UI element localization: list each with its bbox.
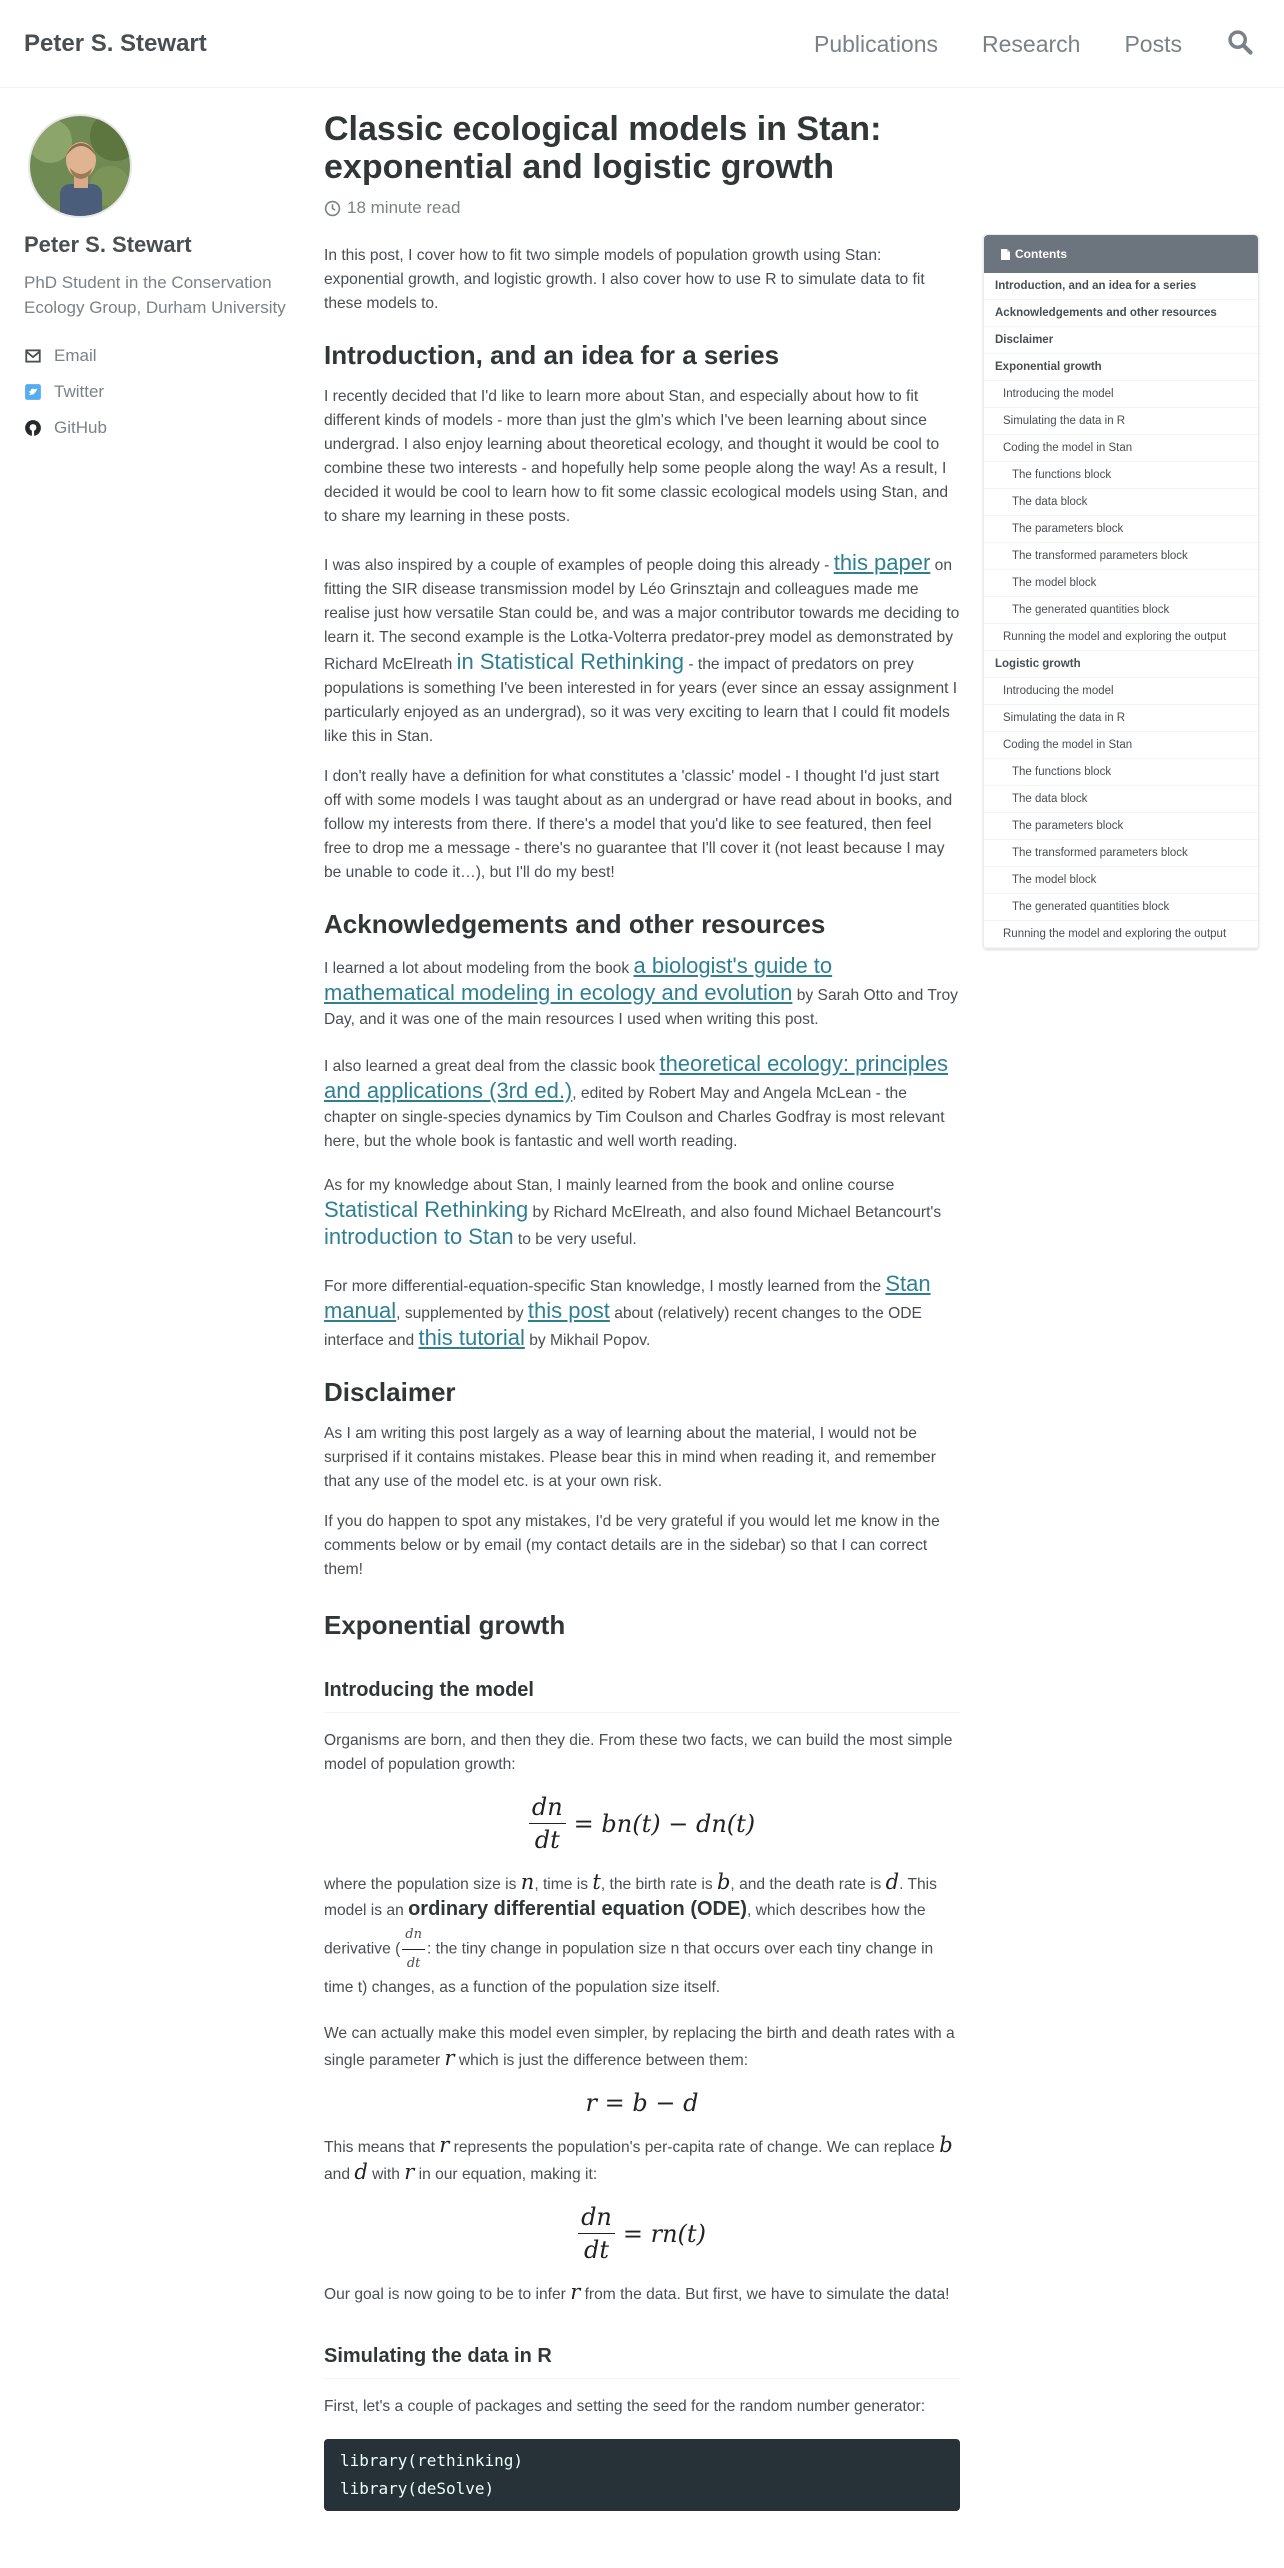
toc-item[interactable]: The generated quantities block	[984, 894, 1258, 921]
math-r: r	[444, 2046, 455, 2070]
paragraph	[324, 2280, 960, 2307]
derivative-fraction	[578, 2203, 615, 2264]
math-r: r	[570, 2280, 581, 2304]
math-b: b	[716, 1870, 731, 1894]
toc-item[interactable]: Simulating the data in R	[984, 705, 1258, 732]
toc-item[interactable]: Coding the model in Stan	[984, 435, 1258, 462]
math-n: n	[520, 1870, 535, 1894]
toc-item[interactable]: Logistic growth	[984, 651, 1258, 678]
email-label: Email	[54, 346, 97, 365]
math-r: r	[404, 2160, 415, 2184]
toc-item[interactable]: The data block	[984, 489, 1258, 516]
twitter-icon	[24, 383, 42, 401]
toc-item[interactable]: Acknowledgements and other resources	[984, 300, 1258, 327]
text: We can actually make this model even simpler, by replacing the birth and death rates with a single parameter	[324, 2025, 955, 2069]
toc-item[interactable]: Exponential growth	[984, 354, 1258, 381]
masthead	[0, 0, 1284, 88]
nav-posts[interactable]: Posts	[1124, 30, 1182, 57]
text: represents the population's per-capita rate of change. We can replace	[449, 2139, 940, 2156]
fraction-denominator: dt	[583, 2236, 609, 2264]
text: about (relatively) recent changes to the ODE interface and	[324, 1305, 922, 1349]
text: This means that	[324, 2139, 440, 2156]
text: from the data. But first, we have to simulate the data!	[580, 2286, 950, 2303]
text: : the tiny change in population size n that occurs over each tiny change in time t) changes, as a function of the population size itself.	[324, 1940, 934, 1996]
fraction-denominator: dt	[406, 1956, 421, 1971]
toc-item[interactable]: Disclaimer	[984, 327, 1258, 354]
author-sidebar	[24, 114, 304, 446]
toc-item[interactable]: Introduction, and an idea for a series	[984, 273, 1258, 300]
statistical-rethinking-course-link[interactable]: Statistical Rethinking	[324, 1197, 529, 1222]
paragraph	[324, 954, 960, 1032]
text: by Richard McElreath, and also found Michael Betancourt's	[528, 1204, 942, 1221]
heading-disclaimer: Disclaimer	[324, 1377, 456, 1407]
toc-item[interactable]: The parameters block	[984, 516, 1258, 543]
paragraph: First, let's a couple of packages and setting the seed for the random number generator:	[324, 2398, 926, 2415]
text: I also learned a great deal from the classic book	[324, 1058, 660, 1075]
paragraph	[324, 1052, 960, 1154]
toc-item[interactable]: Coding the model in Stan	[984, 732, 1258, 759]
text: to be very useful.	[513, 1231, 637, 1248]
text: . This model is an	[324, 1876, 937, 1919]
twitter-label: Twitter	[54, 382, 105, 401]
toc-item[interactable]: Running the model and exploring the output	[984, 624, 1258, 651]
email-link[interactable]	[24, 338, 304, 374]
equation-r: r = b − d	[585, 2089, 699, 2117]
read-time	[324, 198, 960, 218]
biologists-guide-link[interactable]: a biologist's guide to mathematical modeling in ecology and evolution	[324, 953, 833, 1005]
toc-item[interactable]: Simulating the data in R	[984, 408, 1258, 435]
text: and	[324, 2166, 355, 2183]
text: with	[367, 2166, 405, 2183]
text: where the population size is	[324, 1876, 521, 1893]
envelope-icon	[24, 347, 42, 365]
page-title: Classic ecological models in Stan: exponential and logistic growth	[324, 110, 882, 186]
heading-introducing-model: Introducing the model	[324, 1679, 960, 1713]
stan-manual-link[interactable]: Stan manual	[324, 1271, 931, 1323]
fraction-denominator: dt	[534, 1826, 560, 1854]
toc-item[interactable]: Running the model and exploring the output	[984, 921, 1258, 948]
toc-item[interactable]: Introducing the model	[984, 381, 1258, 408]
this-post-link[interactable]: this post	[527, 1298, 610, 1323]
github-label: GitHub	[54, 418, 107, 437]
math-d: d	[885, 1870, 900, 1894]
intro-paragraph: In this post, I cover how to fit two simple models of population growth using Stan: exponential growth, and logistic growth. I also cover how to use R to simulate data to fit these models to.	[324, 247, 925, 312]
equation-exponential-simplified	[324, 2203, 960, 2264]
heading-simulating-data: Simulating the data in R	[324, 2345, 960, 2379]
text: I learned a lot about modeling from the book	[324, 960, 634, 977]
github-link[interactable]	[24, 410, 304, 446]
heading-introduction: Introduction, and an idea for a series	[324, 340, 780, 370]
paragraph: As I am writing this post largely as a way of learning about the material, I would not be surprised if it contains mistakes. Please bear this in mind when reading it, and remember that any use of the model etc. is at your own risk.	[324, 1425, 936, 1490]
text: Our goal is now going to be to infer	[324, 2286, 571, 2303]
author-name: Peter S. Stewart	[24, 232, 192, 257]
heading-exponential-growth: Exponential growth	[324, 1610, 566, 1640]
derivative-fraction	[529, 1793, 566, 1854]
heading-acknowledgements: Acknowledgements and other resources	[324, 909, 826, 939]
equation-rhs: = rn(t)	[622, 2219, 706, 2248]
search-icon[interactable]	[1226, 28, 1254, 56]
twitter-link[interactable]	[24, 374, 304, 410]
ode-term: ordinary differential equation (ODE)	[408, 1898, 747, 1920]
introduction-to-stan-link[interactable]: introduction to Stan	[324, 1224, 514, 1249]
code-line: library(rethinking)	[340, 2451, 524, 2470]
equation-exponential	[324, 1793, 960, 1854]
fraction-numerator: dn	[578, 2203, 615, 2234]
read-time-label: 18 minute read	[347, 198, 461, 217]
fraction-numerator: dn	[402, 1923, 425, 1950]
toc-item[interactable]: The parameters block	[984, 813, 1258, 840]
toc-item[interactable]: The functions block	[984, 759, 1258, 786]
nav-research[interactable]: Research	[982, 30, 1081, 57]
paragraph: I don't really have a definition for what constitutes a 'classic' model - I thought I'd just start off with some models I was taught about as an undergrad or have read about in books, and follow my interests from there. If there's a model that you'd like to see featured, then feel free to drop me a message - there's no guarantee that I'll cover it (not least because I may be unable to code it…), but I'll do my best!	[324, 768, 953, 881]
inline-derivative	[402, 1923, 425, 1976]
nav-publications[interactable]: Publications	[814, 30, 939, 57]
toc-item[interactable]: The model block	[984, 867, 1258, 894]
paragraph	[324, 1272, 960, 1353]
toc-item[interactable]: Introducing the model	[984, 678, 1258, 705]
paragraph	[324, 2022, 960, 2073]
text: on fitting the SIR disease transmission model by Léo Grinsztajn and colleagues made me realise just how versatile Stan could be, and was a major contributor towards me deciding to learn it. The second example is the Lotka-Volterra predator-prey model as demonstrated by Richard McElreath	[324, 557, 960, 673]
math-r: r	[439, 2133, 450, 2157]
text: , edited by Robert May and Angela McLean - the chapter on single-species dynamics by Tim Coulson and Charles Godfray is most relevant here, but the whole book is fantastic and well worth reading.	[324, 1085, 945, 1150]
code-block[interactable]	[324, 2439, 960, 2511]
main-nav	[814, 30, 1284, 58]
text: , supplemented by	[396, 1305, 528, 1322]
toc-item[interactable]: The transformed parameters block	[984, 543, 1258, 570]
toc-item[interactable]: The transformed parameters block	[984, 840, 1258, 867]
text: I was also inspired by a couple of examples of people doing this already -	[324, 557, 834, 574]
math-b: b	[939, 2133, 953, 2157]
code-line: library(deSolve)	[340, 2479, 495, 2498]
text: by Sarah Otto and Troy Day, and it was one of the main resources I used when writing this post.	[324, 987, 958, 1028]
text: , the birth rate is	[600, 1876, 717, 1893]
math-d: d	[354, 2160, 368, 2184]
text: As for my knowledge about Stan, I mainly learned from the book and online course	[324, 1177, 895, 1194]
author-bio: PhD Student in the Conservation Ecology Group, Durham University	[24, 273, 286, 317]
paragraph: I recently decided that I'd like to learn more about Stan, and especially about how to fit different kinds of models - more than just the glm's which I've been learning about since undergrad. I also enjoy learning about theoretical ecology, and thought it would be cool to combine these two interests - and hopefully help some people along the way! As a result, I decided it would be cool to learn how to fit some classic ecological models using Stan, and to share my learning in these posts.	[324, 388, 949, 525]
toc-item[interactable]: The model block	[984, 570, 1258, 597]
statistical-rethinking-link[interactable]: in Statistical Rethinking	[456, 649, 685, 674]
this-paper-link[interactable]: this paper	[833, 550, 931, 575]
toc-title: Contents	[1015, 247, 1067, 261]
clock-icon	[324, 200, 341, 217]
text: For more differential-equation-specific Stan knowledge, I mostly learned from the	[324, 1278, 886, 1295]
text: , time is	[534, 1876, 593, 1893]
this-tutorial-link[interactable]: this tutorial	[418, 1325, 525, 1350]
toc-list	[984, 273, 1258, 948]
text: which is just the difference between them:	[454, 2052, 749, 2069]
table-of-contents	[983, 234, 1259, 949]
avatar-image	[30, 116, 130, 216]
author-links	[24, 338, 304, 446]
paragraph	[324, 551, 960, 749]
file-icon	[1000, 248, 1011, 261]
math-t: t	[592, 1870, 601, 1894]
paragraph	[324, 2133, 960, 2187]
toc-item[interactable]: The data block	[984, 786, 1258, 813]
text: , and the death rate is	[730, 1876, 886, 1893]
github-icon	[24, 419, 42, 437]
theoretical-ecology-link[interactable]: theoretical ecology: principles and applications (3rd ed.)	[324, 1051, 949, 1103]
toc-header	[984, 235, 1258, 273]
site-title[interactable]: Peter S. Stewart	[24, 30, 207, 57]
paragraph: Organisms are born, and then they die. From these two facts, we can build the most simple model of population growth:	[324, 1732, 953, 1773]
fraction-numerator: dn	[529, 1793, 566, 1824]
toc-item[interactable]: The functions block	[984, 462, 1258, 489]
paragraph	[324, 1174, 960, 1252]
text: by Mikhail Popov.	[524, 1332, 651, 1349]
text: - the impact of predators on prey populations is something I've been interested in for years (ever since an essay assignment I particularly enjoyed as an undergrad), so it was very exciting to learn that I could fit models like this in Stan.	[324, 656, 958, 745]
paragraph	[324, 1870, 960, 2000]
text: , which describes how the derivative (	[324, 1902, 926, 1958]
text: in our equation, making it:	[414, 2166, 598, 2183]
toc-item[interactable]: The generated quantities block	[984, 597, 1258, 624]
article	[324, 110, 960, 2511]
paragraph: If you do happen to spot any mistakes, I'd be very grateful if you would let me know in the comments below or by email (my contact details are in the sidebar) so that I can correct them!	[324, 1513, 940, 1578]
equation-rhs: = bn(t) − dn(t)	[573, 1809, 756, 1838]
avatar	[28, 114, 132, 218]
